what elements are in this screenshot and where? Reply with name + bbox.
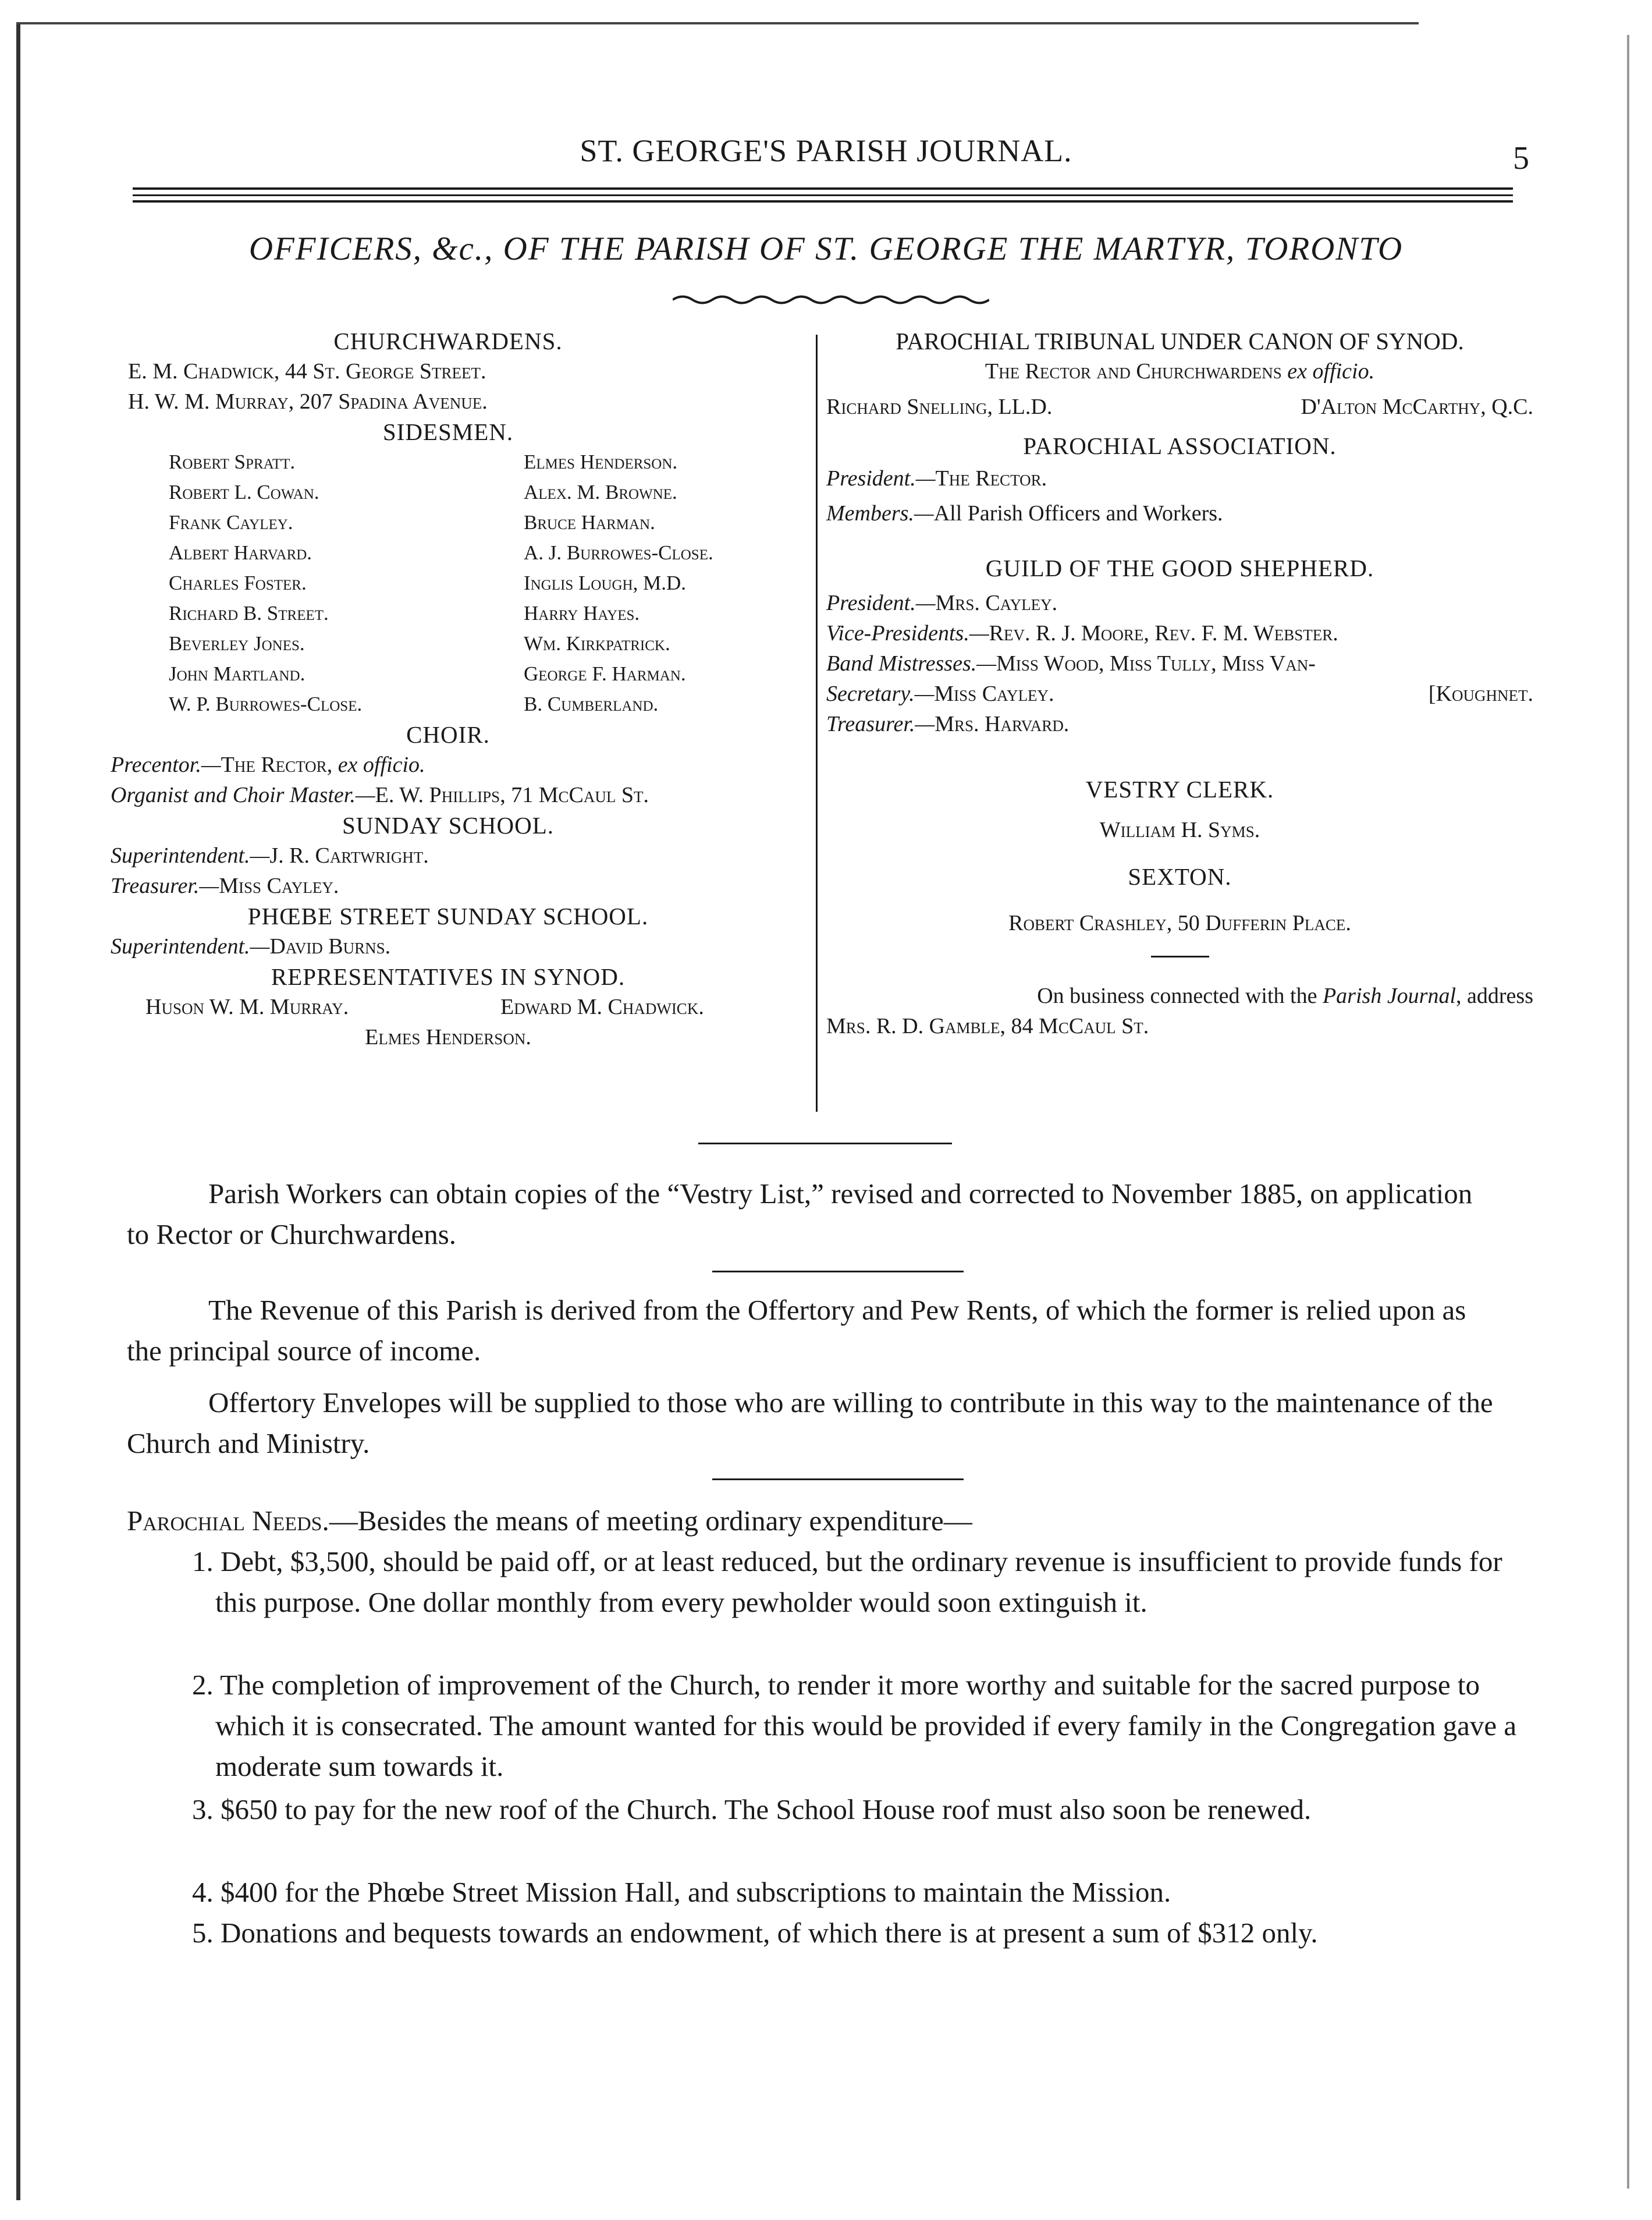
tribunal-names-row [826, 386, 1533, 427]
sidesman-name: Frank Cayley. [169, 511, 293, 534]
needs-intro: Parochial Needs.—Besides the means of meeting ordinary expenditure— [127, 1505, 972, 1537]
phoebe-school-superintendent: Superintendent.—David Burns. [111, 934, 391, 959]
sidesmen-heading: SIDESMEN. [382, 419, 514, 445]
left-column [111, 326, 809, 1052]
guild-heading: GUILD OF THE GOOD SHEPHERD. [985, 555, 1374, 581]
section-rule [712, 1271, 964, 1272]
sunday-school-superintendent: Superintendent.—J. R. Cartwright. [111, 843, 429, 868]
sunday-school-heading: SUNDAY SCHOOL. [342, 812, 555, 839]
sunday-school-treasurer: Treasurer.—Miss Cayley. [111, 874, 339, 898]
choir-heading: CHOIR. [406, 721, 490, 748]
guild-treasurer: Treasurer.—Mrs. Harvard. [826, 712, 1070, 736]
need-item: 1. Debt, $3,500, should be paid off, or at least reduced, but the ordinary revenue is insufficient to provide funds for this purpose. One dollar monthly from every pewholder would soon extinguish it. [192, 1545, 1502, 1618]
churchwardens-heading: CHURCHWARDENS. [333, 328, 563, 354]
sidesman-name: W. P. Burrowes-Close. [169, 693, 363, 715]
sidesman-name: Beverley Jones. [169, 632, 305, 655]
journal-header: ST. GEORGE'S PARISH JOURNAL. [580, 133, 1072, 168]
synod-name: Huson W. M. Murray. [145, 995, 349, 1019]
tribunal-name: Richard Snelling, LL.D. [826, 395, 1053, 419]
sidesman-name: Charles Foster. [169, 572, 307, 594]
phoebe-school-heading: PHŒBE STREET SUNDAY SCHOOL. [247, 903, 649, 930]
sidesmen-list [111, 447, 809, 719]
sidesman-name: Albert Harvard. [169, 541, 312, 564]
sexton-rule [1151, 956, 1209, 957]
section-rule [698, 1143, 952, 1144]
column-divider [816, 335, 818, 1112]
sidesman-name: Alex. M. Browne. [524, 481, 677, 503]
header-rule [133, 187, 1513, 190]
right-page-edge [1627, 35, 1629, 2189]
header-rule [133, 200, 1513, 203]
sexton-heading: SEXTON. [1128, 863, 1232, 890]
association-heading: PAROCHIAL ASSOCIATION. [1023, 432, 1337, 459]
synod-name: Elmes Henderson. [365, 1025, 531, 1049]
page-number: 5 [1513, 140, 1529, 176]
tribunal-heading: PAROCHIAL TRIBUNAL UNDER CANON OF SYNOD. [896, 328, 1464, 354]
vestry-clerk-heading: VESTRY CLERK. [1085, 776, 1274, 803]
top-page-edge [16, 22, 1419, 24]
sidesman-name: Harry Hayes. [524, 602, 640, 625]
band-continuation: [Koughnet. [1428, 682, 1533, 706]
need-item: 5. Donations and bequests towards an endowment, of which there is at present a sum of $312 only. [192, 1917, 1318, 1949]
main-title: OFFICERS, &c., OF THE PARISH OF ST. GEORGE THE MARTYR, TORONTO [248, 230, 1404, 267]
synod-names-row [111, 992, 809, 1022]
need-number: 1. [192, 1545, 214, 1577]
tribunal-name: D'Alton McCarthy, Q.C. [1301, 395, 1533, 419]
guild-president: President.—Mrs. Cayley. [826, 591, 1058, 615]
sidesman-name: George F. Harman. [524, 662, 686, 685]
sidesman-name: Inglis Lough, M.D. [524, 572, 687, 594]
envelopes-notice: Offertory Envelopes will be supplied to those who are willing to contribute in this way to the maintenance of the Church and Ministry. [127, 1386, 1493, 1459]
wave-ornament [673, 292, 989, 307]
sidesman-name: John Martland. [169, 662, 305, 685]
revenue-notice: The Revenue of this Parish is derived from the Offertory and Pew Rents, of which the former is relied upon as the principal source of income. [127, 1294, 1466, 1367]
association-president: President.—The Rector. [826, 466, 1047, 491]
sidesman-name: Robert L. Cowan. [169, 481, 319, 503]
vestry-clerk-name: William H. Syms. [1099, 818, 1260, 842]
guild-vice-presidents: Vice-Presidents.—Rev. R. J. Moore, Rev. F. M. Webster. [826, 621, 1338, 646]
header-rule [133, 194, 1513, 196]
sidesman-name: Robert Spratt. [169, 451, 296, 473]
sidesman-name: Elmes Henderson. [524, 451, 678, 473]
guild-secretary-row: Secretary.—Miss Cayley. [Koughnet. [826, 679, 1533, 709]
needs-heading: Parochial Needs. [127, 1505, 329, 1537]
right-column [826, 326, 1533, 1041]
sexton-name: Robert Crashley, 50 Dufferin Place. [1008, 911, 1351, 935]
need-number: 2. [192, 1669, 214, 1701]
left-page-edge [16, 23, 20, 2200]
sidesman-name: A. J. Burrowes-Close. [524, 541, 713, 564]
need-item: 3. $650 to pay for the new roof of the Church. The School House roof must also soon be renewed. [192, 1793, 1312, 1825]
sidesman-name: Wm. Kirkpatrick. [524, 632, 670, 655]
need-item: 4. $400 for the Phœbe Street Mission Hall, and subscriptions to maintain the Mission. [192, 1876, 1171, 1908]
synod-name: Edward M. Chadwick. [500, 995, 704, 1019]
churchwarden-line: E. M. Chadwick, 44 St. George Street. [128, 359, 486, 384]
need-number: 5. [192, 1917, 214, 1949]
sidesman-name: Richard B. Street. [169, 602, 329, 625]
tribunal-members: The Rector and Churchwardens ex officio. [985, 359, 1375, 384]
choir-organist: Organist and Choir Master.—E. W. Phillips, 71 McCaul St. [111, 783, 649, 807]
need-number: 4. [192, 1876, 214, 1908]
synod-heading: REPRESENTATIVES IN SYNOD. [271, 963, 626, 990]
need-number: 3. [192, 1793, 214, 1825]
sidesman-name: B. Cumberland. [524, 693, 659, 715]
guild-band-mistresses: Band Mistresses.—Miss Wood, Miss Tully, Miss Van- [826, 651, 1316, 676]
association-members: Members.—All Parish Officers and Workers. [826, 501, 1223, 526]
business-note: On business connected with the Parish Journal, address [1037, 984, 1533, 1008]
section-rule [712, 1478, 964, 1480]
vestry-list-notice: Parish Workers can obtain copies of the “Vestry List,” revised and corrected to November 1885, on application to Rector or Churchwardens. [127, 1178, 1473, 1250]
business-address: Mrs. R. D. Gamble, 84 McCaul St. [826, 1014, 1149, 1038]
churchwarden-line: H. W. M. Murray, 207 Spadina Avenue. [128, 389, 488, 414]
choir-precentor: Precentor.—The Rector, ex officio. [111, 753, 425, 777]
sidesman-name: Bruce Harman. [524, 511, 655, 534]
need-item: 2. The completion of improvement of the Church, to render it more worthy and suitable for the sacred purpose to which it is consecrated. The amount wanted for this would be provided if every family in the Congregation gave a moderate sum towards it. [192, 1669, 1517, 1782]
